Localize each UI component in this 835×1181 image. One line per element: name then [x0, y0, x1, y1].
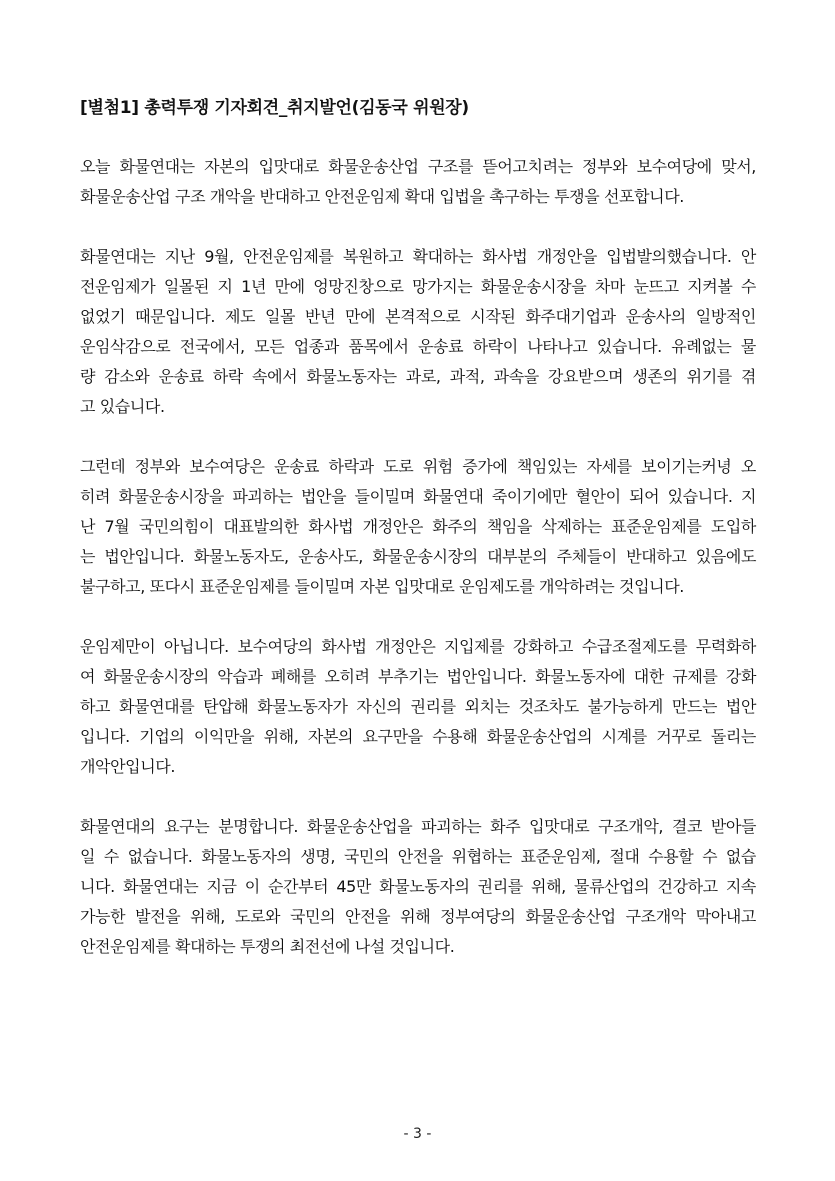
document-title: [별첨1] 총력투쟁 기자회견_취지발언(김동국 위원장)	[80, 98, 469, 118]
paragraph	[80, 812, 756, 962]
paragraph	[80, 632, 756, 782]
text-line: 전운임제가 일몰된 지 1년 만에 엉망진창으로 망가지는 화물운송시장을 차마 눈뜨고 지켜볼 수	[80, 277, 756, 296]
text-line: 일 수 없습니다. 화물노동자의 생명, 국민의 안전을 위협하는 표준운임제, 절대 수용할 수 없습	[80, 847, 756, 866]
text-line: 화물운송산업 구조 개악을 반대하고 안전운임제 확대 입법을 촉구하는 투쟁을 선포합니다.	[80, 187, 684, 206]
paragraph	[80, 452, 756, 602]
text-line: 그런데 정부와 보수여당은 운송료 하락과 도로 위험 증가에 책임있는 자세를 보이기는커녕 오	[80, 457, 756, 476]
page-number: - 3 -	[403, 1126, 432, 1142]
text-line: 량 감소와 운송료 하락 속에서 화물노동자는 과로, 과적, 과속을 강요받으며 생존의 위기를 겪	[80, 367, 756, 386]
text-line: 화물연대의 요구는 분명합니다. 화물운송산업을 파괴하는 화주 입맛대로 구조개악, 결코 받아들	[80, 817, 756, 836]
text-line: 운임제만이 아닙니다. 보수여당의 화사법 개정안은 지입제를 강화하고 수급조절제도를 무력화하	[80, 637, 756, 656]
text-line: 난 7월 국민의힘이 대표발의한 화사법 개정안은 화주의 책임을 삭제하는 표준운임제를 도입하	[80, 517, 756, 536]
text-line: 가능한 발전을 위해, 도로와 국민의 안전을 위해 정부여당의 화물운송산업 구조개악 막아내고	[80, 907, 756, 926]
text-line: 입니다. 기업의 이익만을 위해, 자본의 요구만을 수용해 화물운송산업의 시계를 거꾸로 돌리는	[80, 727, 756, 746]
text-line: 안전운임제를 확대하는 투쟁의 최전선에 나설 것입니다.	[80, 937, 455, 956]
text-line: 는 법안입니다. 화물노동자도, 운송사도, 화물운송시장의 대부분의 주체들이 반대하고 있음에도	[80, 547, 756, 566]
text-line: 니다. 화물연대는 지금 이 순간부터 45만 화물노동자의 권리를 위해, 물류산업의 건강하고 지속	[80, 877, 756, 896]
text-line: 고 있습니다.	[80, 397, 165, 416]
text-line: 히려 화물운송시장을 파괴하는 법안을 들이밀며 화물연대 죽이기에만 혈안이 되어 있습니다. 지	[80, 487, 756, 506]
text-line: 하고 화물연대를 탄압해 화물노동자가 자신의 권리를 외치는 것조차도 불가능하게 만드는 법안	[80, 697, 756, 716]
paragraph	[80, 152, 756, 212]
text-line: 운임삭감으로 전국에서, 모든 업종과 품목에서 운송료 하락이 나타나고 있습니다. 유례없는 물	[80, 337, 756, 356]
text-line: 여 화물운송시장의 악습과 폐해를 오히려 부추기는 법안입니다. 화물노동자에 대한 규제를 강화	[80, 667, 756, 686]
text-line: 개악안입니다.	[80, 757, 176, 776]
text-line: 화물연대는 지난 9월, 안전운임제를 복원하고 확대하는 화사법 개정안을 입법발의했습니다. 안	[80, 247, 756, 266]
text-line: 오늘 화물연대는 자본의 입맛대로 화물운송산업 구조를 뜯어고치려는 정부와 보수여당에 맞서,	[80, 157, 756, 176]
text-line: 불구하고, 또다시 표준운임제를 들이밀며 자본 입맛대로 운임제도를 개악하려는 것입니다.	[80, 577, 684, 596]
paragraph	[80, 242, 756, 422]
text-line: 없었기 때문입니다. 제도 일몰 반년 만에 본격적으로 시작된 화주대기업과 운송사의 일방적인	[80, 307, 756, 326]
document-body	[80, 152, 756, 992]
